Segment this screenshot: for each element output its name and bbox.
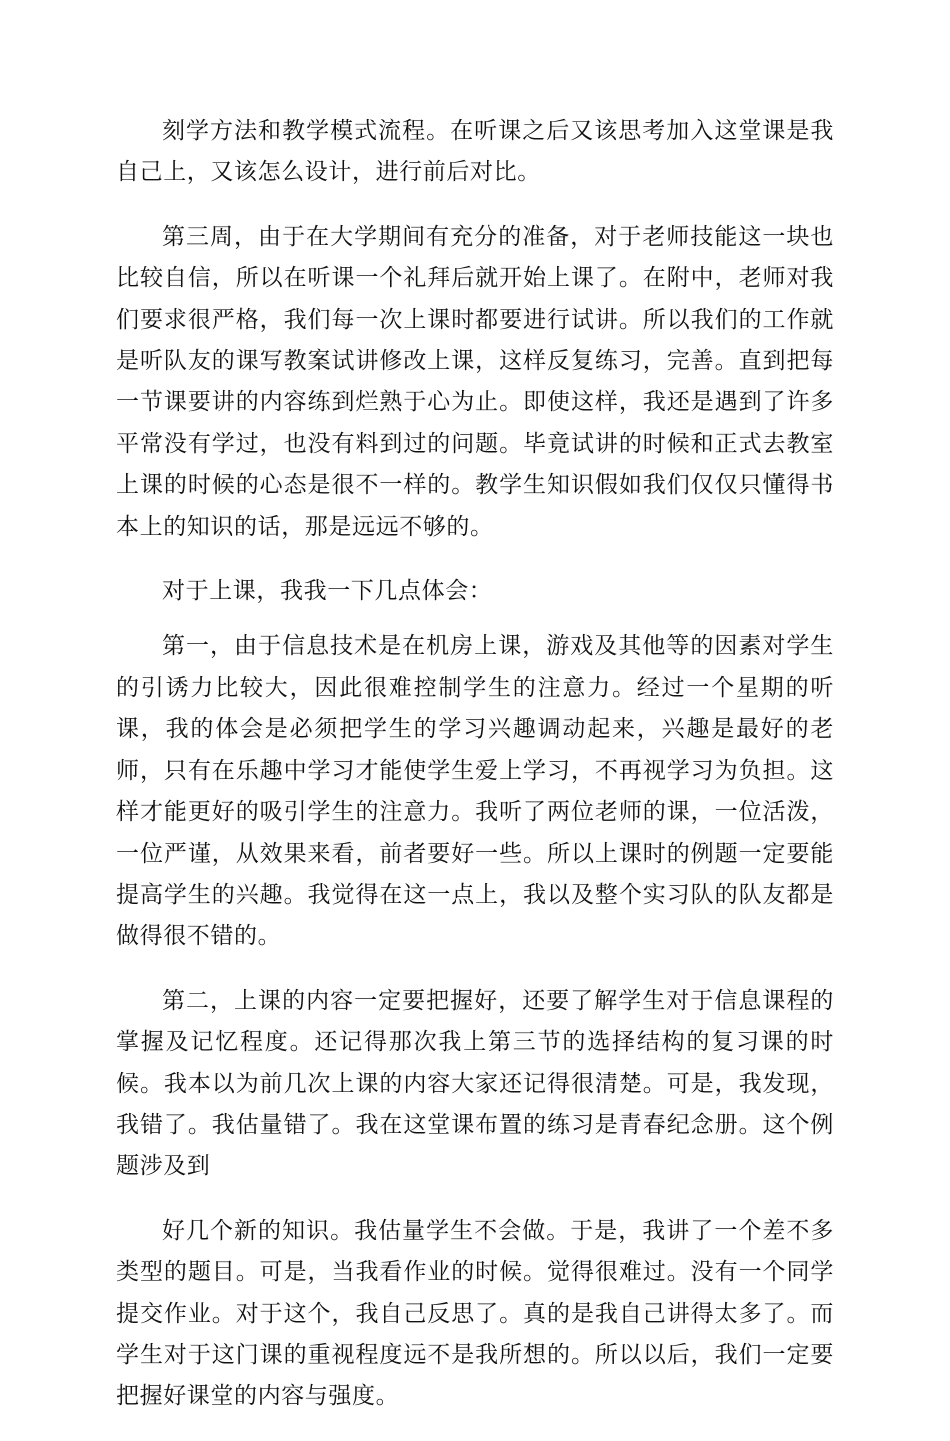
paragraph-5: 第二，上课的内容一定要把握好，还要了解学生对于信息课程的掌握及记忆程度。还记得那次我上第三节的选择结构的复习课的时候。我本以为前几次上课的内容大家还记得很清楚。可是，我发现，我错了。我估量错了。我在这堂课布置的练习是青春纪念册。这个例题涉及到 <box>116 987 834 1180</box>
paragraph-6: 好几个新的知识。我估量学生不会做。于是，我讲了一个差不多类型的题目。可是，当我看作业的时候。觉得很难过。没有一个同学提交作业。对于这个，我自己反思了。真的是我自己讲得太多了。而学生对于这门课的重视程度远不是我所想的。所以以后，我们一定要把握好课堂的内容与强度。 <box>116 1217 834 1410</box>
paragraph-3: 对于上课，我我一下几点体会： <box>162 578 493 605</box>
paragraph-1: 刻学方法和教学模式流程。在听课之后又该思考加入这堂课是我自己上，又该怎么设计，进行前后对比。 <box>116 118 834 186</box>
paragraph-4: 第一，由于信息技术是在机房上课，游戏及其他等的因素对学生的引诱力比较大，因此很难控制学生的注意力。经过一个星期的听课，我的体会是必须把学生的学习兴趣调动起来，兴趣是最好的老师，只有在乐趣中学习才能使学生爱上学习，不再视学习为负担。这样才能更好的吸引学生的注意力。我听了两位老师的课，一位活泼，一位严谨，从效果来看，前者要好一些。所以上课时的例题一定要能提高学生的兴趣。我觉得在这一点上，我以及整个实习队的队友都是做得很不错的。 <box>116 633 834 950</box>
document-body <box>116 111 834 1441</box>
paragraph-2: 第三周，由于在大学期间有充分的准备，对于老师技能这一块也比较自信，所以在听课一个礼拜后就开始上课了。在附中，老师对我们要求很严格，我们每一次上课时都要进行试讲。所以我们的工作就是听队友的课写教案试讲修改上课，这样反复练习，完善。直到把每一节课要讲的内容练到烂熟于心为止。即使这样，我还是遇到了许多平常没有学过，也没有料到过的问题。毕竟试讲的时候和正式去教室上课的时候的心态是很不一样的。教学生知识假如我们仅仅只懂得书本上的知识的话，那是远远不够的。 <box>116 223 834 540</box>
